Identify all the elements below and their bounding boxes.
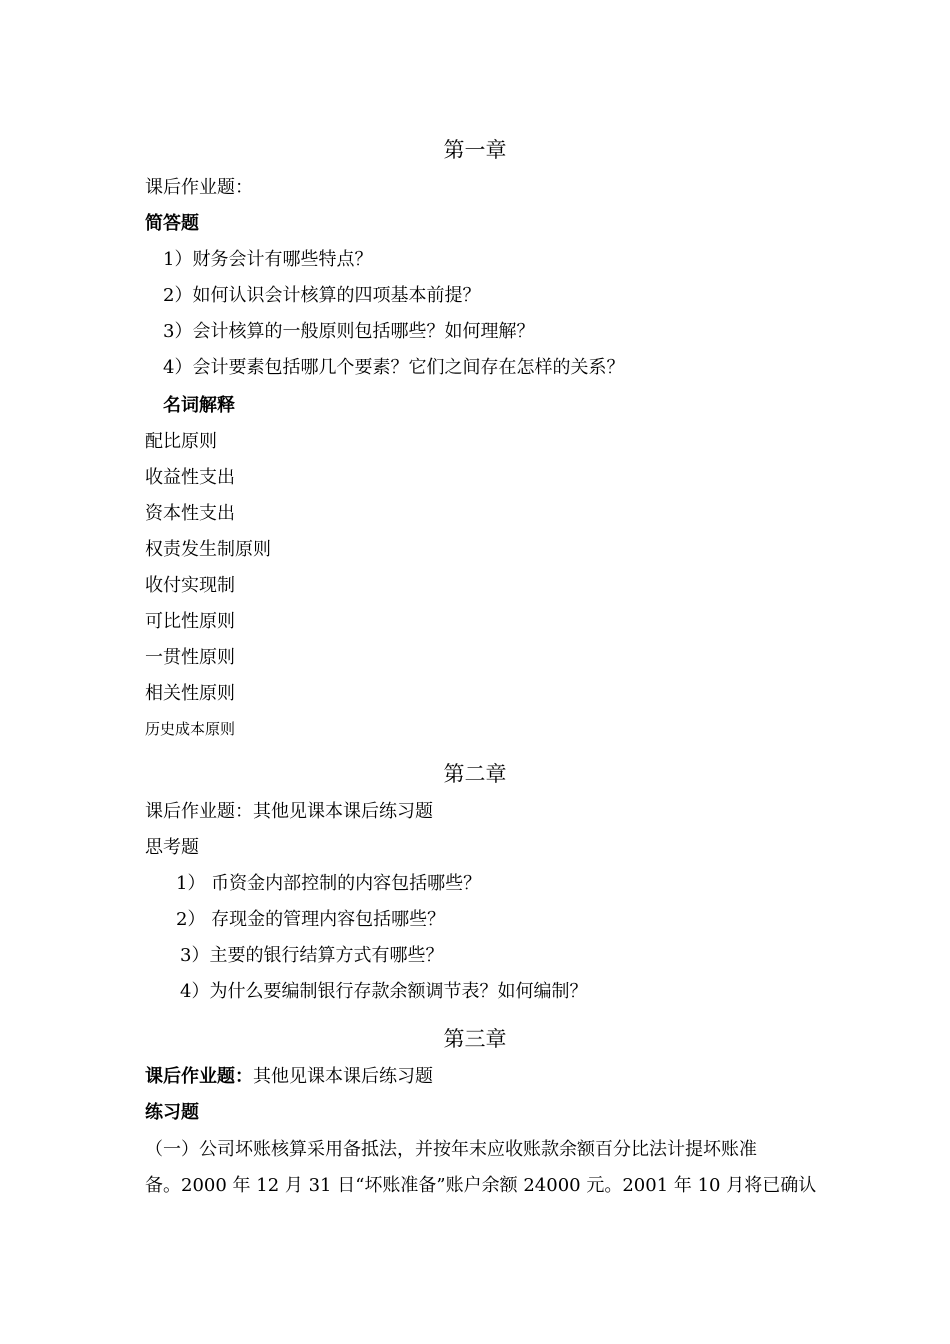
chapter-2-title: 第二章 — [443, 762, 507, 786]
chapter-1-title: 第一章 — [443, 138, 507, 162]
chapter-3-homework — [145, 1065, 810, 1089]
exercise-paragraph-line-2: 备。2000 年 12 月 31 日“坏账准备”账户余额 24000 元。2001 年 10 月将已确认 — [145, 1175, 817, 1196]
chapter-3-homework-rest: 其他见课本课后练习题 — [253, 1066, 433, 1087]
chapter-1-question-4: 4）会计要素包括哪几个要素？它们之间存在怎样的关系？ — [163, 357, 625, 378]
term-item: 权责发生制原则 — [145, 539, 271, 560]
chapter-1-question-1: 1）财务会计有哪些特点？ — [163, 249, 373, 270]
chapter-2-homework: 课后作业题：其他见课本课后练习题 — [145, 801, 433, 822]
chapter-2-question-3: 3）主要的银行结算方式有哪些？ — [180, 945, 444, 966]
term-item: 可比性原则 — [145, 611, 235, 632]
thinking-heading: 思考题 — [145, 837, 199, 858]
exercise-heading: 练习题 — [145, 1102, 199, 1123]
term-item: 收付实现制 — [145, 575, 235, 596]
chapter-2-question-1: 1） 币资金内部控制的内容包括哪些？ — [176, 873, 482, 894]
chapter-3-homework-label: 课后作业题： — [145, 1066, 253, 1087]
term-item: 一贯性原则 — [145, 647, 235, 668]
exercise-paragraph-line-1: （一）公司坏账核算采用备抵法，并按年末应收账款余额百分比法计提坏账准 — [145, 1139, 757, 1160]
chapter-1-question-3: 3）会计核算的一般原则包括哪些？如何理解？ — [163, 321, 535, 342]
chapter-2-question-2: 2） 存现金的管理内容包括哪些？ — [176, 909, 446, 930]
term-item: 收益性支出 — [145, 467, 235, 488]
short-answer-heading: 简答题 — [145, 213, 199, 234]
chapter-1-question-2: 2）如何认识会计核算的四项基本前提？ — [163, 285, 481, 306]
term-item: 历史成本原则 — [145, 720, 236, 738]
chapter-2-question-4: 4）为什么要编制银行存款余额调节表？如何编制？ — [180, 981, 588, 1002]
term-item: 配比原则 — [145, 431, 217, 452]
terms-heading: 名词解释 — [163, 395, 235, 416]
term-item: 相关性原则 — [145, 683, 235, 704]
term-item: 资本性支出 — [145, 503, 235, 524]
chapter-3-title: 第三章 — [443, 1027, 507, 1051]
chapter-1-homework: 课后作业题： — [145, 177, 253, 198]
